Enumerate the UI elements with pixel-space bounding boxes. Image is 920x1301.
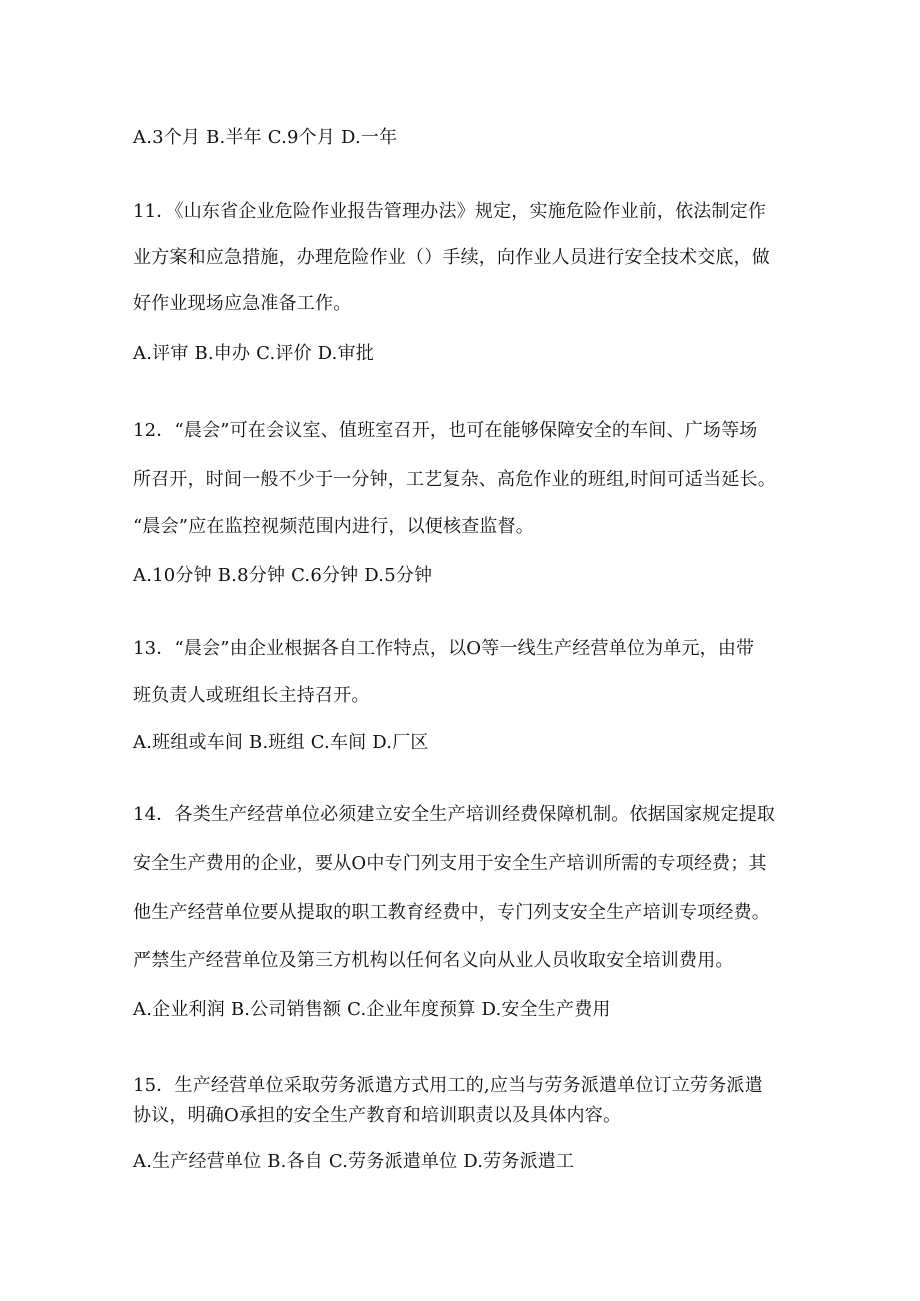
- q12-text-line-2: 所召开，时间一般不少于一分钟，工艺复杂、高危作业的班组,时间可适当延长。: [133, 469, 776, 490]
- q14-text-line-3: 他生产经营单位要从提取的职工教育经费中，专门列支安全生产培训专项经费。: [133, 902, 770, 923]
- q11-text-line-2: 业方案和应急措施，办理危险作业（）手续，向作业人员进行安全技术交底，做: [133, 247, 770, 268]
- q15-options: A.生产经营单位 B.各自 C.劳务派遣单位 D.劳务派遣工: [133, 1151, 575, 1172]
- q11-text-line-1: 11．《山东省企业危险作业报告管理办法》规定，实施危险作业前，依法制定作: [133, 201, 767, 222]
- q12-options: A.10分钟 B.8分钟 C.6分钟 D.5分钟: [133, 565, 433, 586]
- q12-text-line-1: 12．“晨会”可在会议室、值班室召开，也可在能够保障安全的车间、广场等场: [133, 420, 758, 441]
- q14-text-line-1: 14．各类生产经营单位必须建立安全生产培训经费保障机制。依据国家规定提取: [133, 804, 776, 825]
- q14-text-line-4: 严禁生产经营单位及第三方机构以任何名义向从业人员收取安全培训费用。: [133, 950, 734, 971]
- q15-text-line-2: 协议，明确O承担的安全生产教育和培训职责以及具体内容。: [133, 1105, 622, 1126]
- q13-text-line-2: 班负责人或班组长主持召开。: [133, 685, 370, 706]
- q12-text-line-3: “晨会”应在监控视频范围内进行，以便核查监督。: [133, 516, 535, 537]
- q15-text-line-1: 15．生产经营单位采取劳务派遣方式用工的,应当与劳务派遣单位订立劳务派遣: [133, 1075, 763, 1096]
- q10-options: A.3个月 B.半年 C.9个月 D.一年: [133, 127, 398, 148]
- q14-text-line-2: 安全生产费用的企业，要从O中专门列支用于安全生产培训所需的专项经费；其: [133, 853, 767, 874]
- q11-options: A.评审 B.申办 C.评价 D.审批: [133, 343, 374, 364]
- q13-text-line-1: 13．“晨会”由企业根据各自工作特点，以O等一线生产经营单位为单元，由带: [133, 638, 755, 659]
- q14-options: A.企业利润 B.公司销售额 C.企业年度预算 D.安全生产费用: [133, 999, 611, 1020]
- q11-text-line-3: 好作业现场应急准备工作。: [133, 293, 352, 314]
- q13-options: A.班组或车间 B.班组 C.车间 D.厂区: [133, 732, 429, 753]
